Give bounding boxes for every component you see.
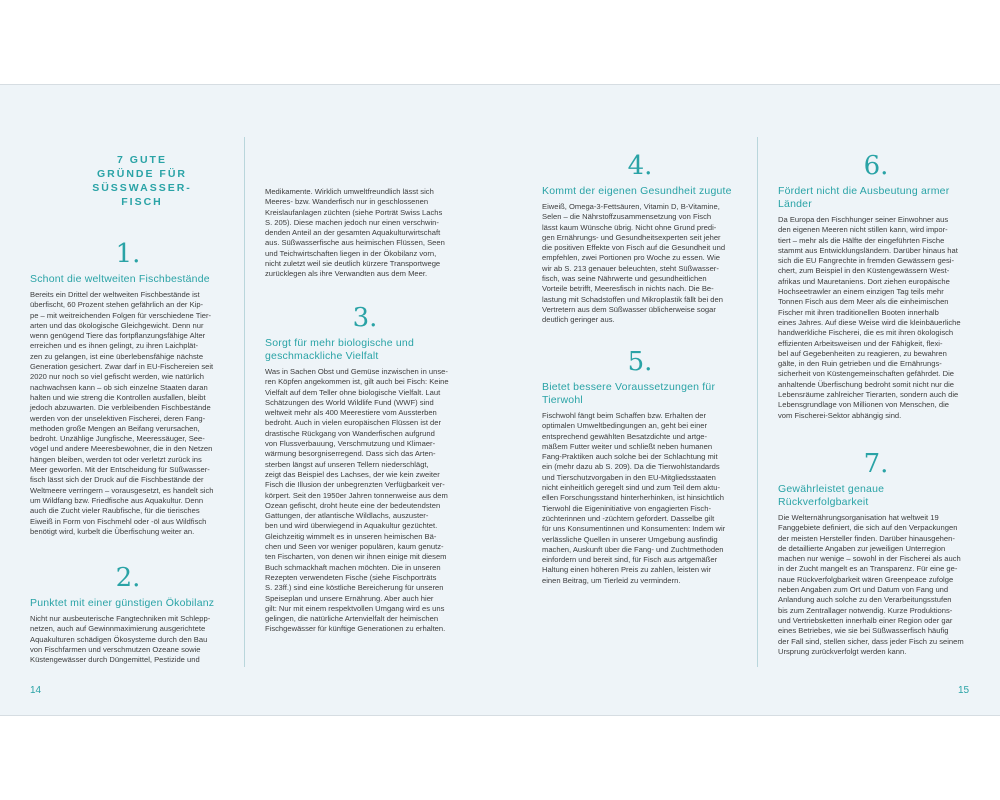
section-heading: Punktet mit einer günstigen Ökobilanz [30,597,215,609]
section-body: Die Welternährungsorganisation hat weltweit 19 Fanggebiete definiert, die sich auf den Verpackungen der meisten Hersteller finden. Darüber hinausgehen- de detaillierte Angaben zur jeweiligen Unterregion machen nur wenige – sowohl in der Fischerei als auch in der Zucht mangelt es an Transparenz. Für eine ge- naue Rückverfolgbarkeit wären Greenpeace zufolge neben Angaben zum Ort und Datum von Fang und Anlandung auch solche zu den Verarbeitungsstufen bis zum Zentrallager notwendig. Kurze Produktions- und Vertriebsketten innerhalb einer Region oder gar eines Betriebes, wie sie bei Süßwasserfisch häufig der Fall sind, stellen sicher, dass jeder Fisch zu seinem Ursprung zurückverfolgt werden kann. [778,513,964,656]
page-number-left: 14 [30,685,42,696]
column-divider [757,137,758,667]
book-spread [0,84,1000,716]
section-7 [778,449,974,657]
section-body: Bereits ein Drittel der weltweiten Fischbestände ist überfischt, 60 Prozent stehen gefährlich an der Kip- pe – mit weitreichenden Folgen für verschiedene Tier- arten und das ökologische Gleichgewicht. Denn nur wenn genügend Tiere das fortpflanzungsfähige Alter erreichen und es ihnen gelingt, zu ihren Laichplät- zen zu gelangen, ist eine überlebensfähige nächste Generation gesichert. Zwar darf in EU-Fischereien seit 2020 nur noch so viel gefischt werden, wie natürlich nachwachsen kann – ob sich einzelne Staaten daran halten und wie streng die Kontrollen ausfallen, bleibt jedoch abzuwarten. Die verbleibenden Fischbestände werden von der unselektiven Fischerei, deren Fang- methoden große Mengen an Beifang verursachen, bedroht. Unzählige Jungfische, Meeressäuger, See- vögel und andere Meeresbewohner, die in den Netzen hängen bleiben, werden tot oder verletzt zurück ins Meer geworfen. Mit der Entscheidung für Süßwasser- fisch lässt sich der Druck auf die Fischbestände der Weltmeere verringern – vorausgesetzt, es handelt sich um Wildfang bzw. Friedfische aus Aquakultur. Denn auch die Zucht vieler Raubfische, für die tierisches Eiweiß in Form von Fischmehl oder -öl aus Wildfisch benötigt wird, kurbelt die Überfischung weiter an. [30,290,214,536]
page-number-right: 15 [958,685,970,696]
section-heading: Bietet bessere Voraussetzungen für Tierwohl [542,381,716,406]
section-3 [265,303,465,635]
section-heading: Gewährleistet genaue Rückverfolgbarkeit [778,483,885,508]
section-heading: Sorgt für mehr biologische und geschmackliche Vielfalt [265,337,414,362]
section-number: 3. [352,303,378,333]
section-body: Was in Sachen Obst und Gemüse inzwischen in unse- ren Köpfen angekommen ist, gilt auch bei Fisch: Keine Vielfalt auf dem Teller ohne biologische Vielfalt. Laut Schätzungen des World Wildlife Fund (WWF) sind weltweit mehr als 400 Meerestiere vom Aussterben bedroht. Auch in vielen europäischen Flüssen ist der drastische Rückgang von Wanderfischen aufgrund von Flussverbauung, Verschmutzung und Klimaer- wärmung besorgniserregend. Dass sich das Arten- sterben längst auf unseren Tellern niederschlägt, zeigt das Beispiel des Lachses, der wie kein zweiter Fisch die Illusion der unbegrenzten Verfügbarkeit ver- körpert. Seit den 1950er Jahren tonnenweise aus dem Ozean gefischt, droht heute eine der bedeutendsten Gattungen, der atlantische Wildlachs, auszuster- ben und wird überwiegend in Aquakultur gezüchtet. Gleichzeitig wimmelt es in unseren heimischen Bä- chen und Seen vor weniger populären, kaum genutz- ten Fischarten, von denen wir ihnen einige mit diesem Buch schmackhaft machen möchten. Die in unseren Rezepten verwendeten Fische (siehe Fischporträts S. 23ff.) sind eine köstliche Bereicherung für unseren Speiseplan und unsere Ernährung. Aber auch hier gilt: Nur mit einem respektvollen Umgang wird es uns gelingen, die natürliche Artenvielfalt der heimischen Fischgewässer für künftige Generationen zu erhalten. [265,367,449,634]
section-body: Medikamente. Wirklich umweltfreundlich lässt sich Meeres- bzw. Wanderfisch nur in geschlossenen Kreislaufanlagen züchten (siehe Porträt Swiss Lachs S. 205). Diese machen jedoch nur einen verschwin- denden Anteil an der gesamten Aquakulturwirtschaft aus. Süßwasserfische aus heimischen Flüssen, Seen und Teichwirtschaften liegen in der Ökobilanz vorn, nicht zuletzt weil sie deutlich kürzere Transportwege zurücklegen als ihre Verwandten aus dem Meer. [265,187,445,279]
section-number: 4. [627,151,653,181]
section-body: Da Europa den Fischhunger seiner Einwohner aus den eigenen Meeren nicht stillen kann, wird impor- tiert – mehr als die Hälfte der eingeführten Fische stammt aus Entwicklungsländern. Darüber hinaus hat sich die EU Fangrechte in fremden Gewässern gesi- chert, zum Beispiel in den Küstengewässern West- afrikas und Mauretaniens. Dort ziehen europäische Hochseetrawler an einem einzigen Tag teils mehr Tonnen Fisch aus dem Meer als die einheimischen Fischer mit ihren traditionellen Booten innerhalb eines Jahres. Auf diese Weise wird die kleinbäuerliche handwerkliche Fischerei, die es mit ihren ökologisch effizienten Arbeitsweisen und der Fähigkeit, flexi- bel auf Gegebenheiten zu reagieren, zu bewahren gälte, in den Ruin getrieben und die Ernährungs- sicherheit von Küstengemeinschaften gefährdet. Die anhaltende Überfischung bedroht somit nicht nur die Lebensräume zahlreicher Tierarten, sondern auch die Lebensgrundlage von Millionen von Menschen, die vom Fischerei-Sektor abhängig sind. [778,215,961,420]
section-number: 1. [115,239,141,269]
section-2-continued [265,187,465,280]
section-heading: Fördert nicht die Ausbeutung armer Länder [778,185,950,210]
section-heading: Kommt der eigenen Gesundheit zugute [542,185,732,197]
section-number: 6. [863,151,889,181]
section-6 [778,151,974,421]
section-body: Eiweiß, Omega-3-Fettsäuren, Vitamin D, B-Vitamine, Selen – die Nährstoffzusammensetzung von Fisch lässt kaum Wünsche übrig. Nicht ohne Grund predi- gen Ernährungs- und Gesundheitsexperten seit jeher die positiven Effekte von Fisch auf die Gesundheit und empfehlen, zwei Portionen pro Woche zu essen. Wie wir ab S. 213 genauer beleuchten, steht Süßwasser- fisch, was seine Nährwerte und gesundheitlichen Vorteile betrifft, Meeresfisch in nichts nach. Die Be- lastung mit Schadstoffen und Mikroplastik fällt bei den Vertretern aus dem Süßwasser üblicherweise sogar deutlich geringer aus. [542,202,726,325]
section-1 [30,239,226,537]
section-4 [542,151,738,326]
intro-title: 7 GUTE GRÜNDE FÜR SÜSSWASSER- FISCH [92,154,192,208]
section-heading: Schont die weltweiten Fischbestände [30,273,210,285]
section-5 [542,347,738,586]
section-body: Fischwohl fängt beim Schaffen bzw. Erhalten der optimalen Umweltbedingungen an, geht bei einer entsprechend gewählten Besatzdichte und artge- mäßem Futter weiter und schließt neben humanen Fang-Praktiken auch solche bei der Schlachtung mit ein (mehr dazu ab S. 209). Da die Tierwohlstandards und Tierschutzvorgaben in den EU-Mitgliedsstaaten nicht einheitlich geregelt sind und zum Teil dem aktu- ellen Forschungsstand hinterherhinken, ist hinsichtlich Tierwohl die Eigeninitiative von engagierten Fisch- züchterinnen und -züchtern gefordert. Dasselbe gilt für uns Konsumentinnen und Konsumenten: Indem wir verlässliche Quellen in unserer Umgebung ausfindig machen, Auskunft über die Fang- und Zuchtmethoden einfordern und bereit sind, für Fisch aus artgemäßer Haltung einen höheren Preis zu zahlen, leisten wir einen Beitrag, um Tierleid zu vermindern. [542,411,726,585]
section-2 [30,563,226,665]
section-number: 5. [627,347,653,377]
column-divider [244,137,245,667]
section-number: 7. [863,449,889,479]
section-number: 2. [115,563,141,593]
section-body: Nicht nur ausbeuterische Fangtechniken mit Schlepp- netzen, auch auf Gewinnmaximierung ausgerichtete Aquakulturen schädigen Ökosysteme durch den Bau von Fischfarmen und verschmutzen Ozeane sowie Küstengewässer durch Düngemittel, Pestizide und [30,614,211,665]
